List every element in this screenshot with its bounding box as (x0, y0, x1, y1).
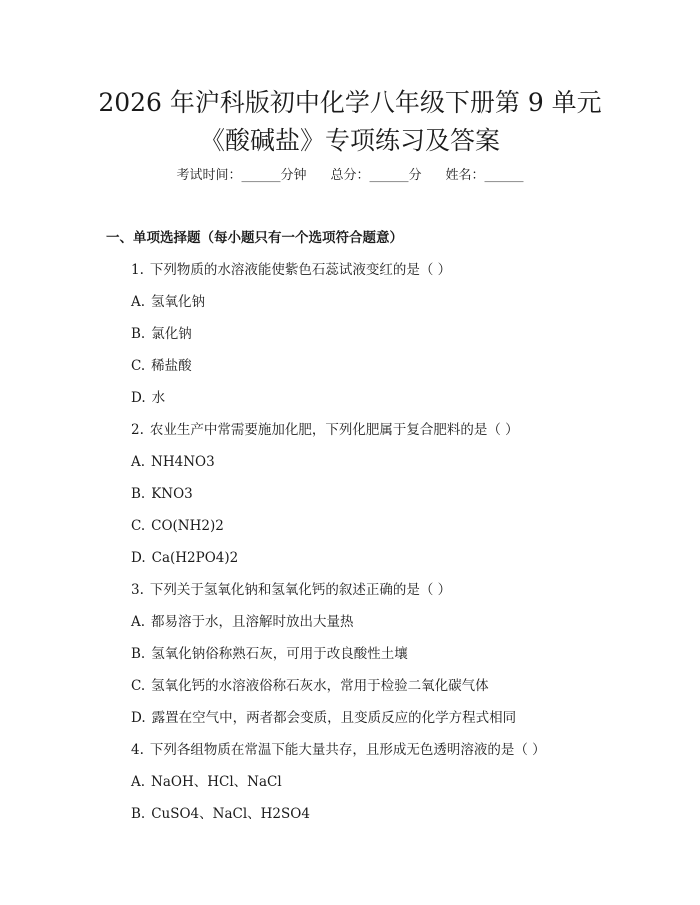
question-number: 3. (131, 582, 144, 598)
section-heading: 一、单项选择题（每小题只有一个选项符合题意） (106, 230, 403, 246)
option-text: CuSO4、NaCl、H2SO4 (151, 806, 310, 822)
time-unit: 分钟 (280, 168, 307, 183)
name-label: 姓名： (445, 168, 485, 183)
option (131, 452, 215, 472)
option-letter: A. (131, 774, 146, 790)
option-text: 稀盐酸 (151, 358, 192, 374)
title-line-1: 2026 年沪科版初中化学八年级下册第 9 单元 (98, 88, 602, 117)
option-letter: B. (131, 806, 146, 822)
name-blank: ______ (484, 168, 524, 183)
question-stem (131, 420, 519, 440)
option-letter: A. (131, 614, 146, 630)
option-letter: D. (131, 710, 146, 726)
option-letter: D. (131, 390, 146, 406)
question-number: 1. (131, 262, 144, 278)
question-number: 2. (131, 422, 144, 438)
option-text: 氢氧化钠俗称熟石灰，可用于改良酸性土壤 (151, 646, 408, 662)
option-letter: B. (131, 486, 146, 502)
option-letter: B. (131, 326, 146, 342)
option-letter: C. (131, 678, 146, 694)
option-text: NH4NO3 (151, 454, 215, 470)
option-letter: A. (131, 294, 146, 310)
option-text: 氯化钠 (151, 326, 192, 342)
option (131, 676, 489, 696)
option-text: NaOH、HCl、NaCl (151, 774, 282, 790)
score-label: 总分： (330, 168, 370, 183)
question-number: 4. (131, 742, 144, 758)
question-text: 下列物质的水溶液能使紫色石蕊试液变红的是（ ） (149, 262, 452, 278)
option (131, 644, 408, 664)
option (131, 356, 192, 376)
option-letter: D. (131, 550, 146, 566)
title-line-2: 《酸碱盐》专项练习及答案 (199, 126, 500, 155)
option (131, 612, 354, 632)
exam-info (0, 166, 700, 186)
option (131, 804, 310, 824)
option (131, 772, 282, 792)
time-label: 考试时间： (176, 168, 242, 183)
question-text: 下列关于氢氧化钠和氢氧化钙的叙述正确的是（ ） (149, 582, 452, 598)
option-letter: B. (131, 646, 146, 662)
option-text: 都易溶于水，且溶解时放出大量热 (151, 614, 354, 630)
question-stem (131, 260, 451, 280)
option-text: 氢氧化钠 (151, 294, 206, 310)
question-stem (131, 580, 451, 600)
option (131, 292, 205, 312)
score-blank: ______ (369, 168, 409, 183)
score-unit: 分 (408, 168, 422, 183)
question-stem (131, 740, 546, 760)
option (131, 548, 238, 568)
option-letter: C. (131, 518, 146, 534)
option (131, 708, 516, 728)
option-text: 氢氧化钙的水溶液俗称石灰水，常用于检验二氧化碳气体 (151, 678, 489, 694)
option-letter: A. (131, 454, 146, 470)
question-text: 农业生产中常需要施加化肥，下列化肥属于复合肥料的是（ ） (149, 422, 519, 438)
option (131, 516, 224, 536)
option-text: 露置在空气中，两者都会变质，且变质反应的化学方程式相同 (151, 710, 517, 726)
option (131, 484, 193, 504)
page-title (0, 86, 700, 158)
option-letter: C. (131, 358, 146, 374)
option-text: KNO3 (151, 486, 193, 502)
option-text: CO(NH2)2 (151, 518, 224, 534)
time-blank: ______ (241, 168, 281, 183)
question-text: 下列各组物质在常温下能大量共存，且形成无色透明溶液的是（ ） (149, 742, 546, 758)
option (131, 388, 165, 408)
option (131, 324, 192, 344)
option-text: 水 (151, 390, 166, 406)
option-text: Ca(H2PO4)2 (151, 550, 239, 566)
